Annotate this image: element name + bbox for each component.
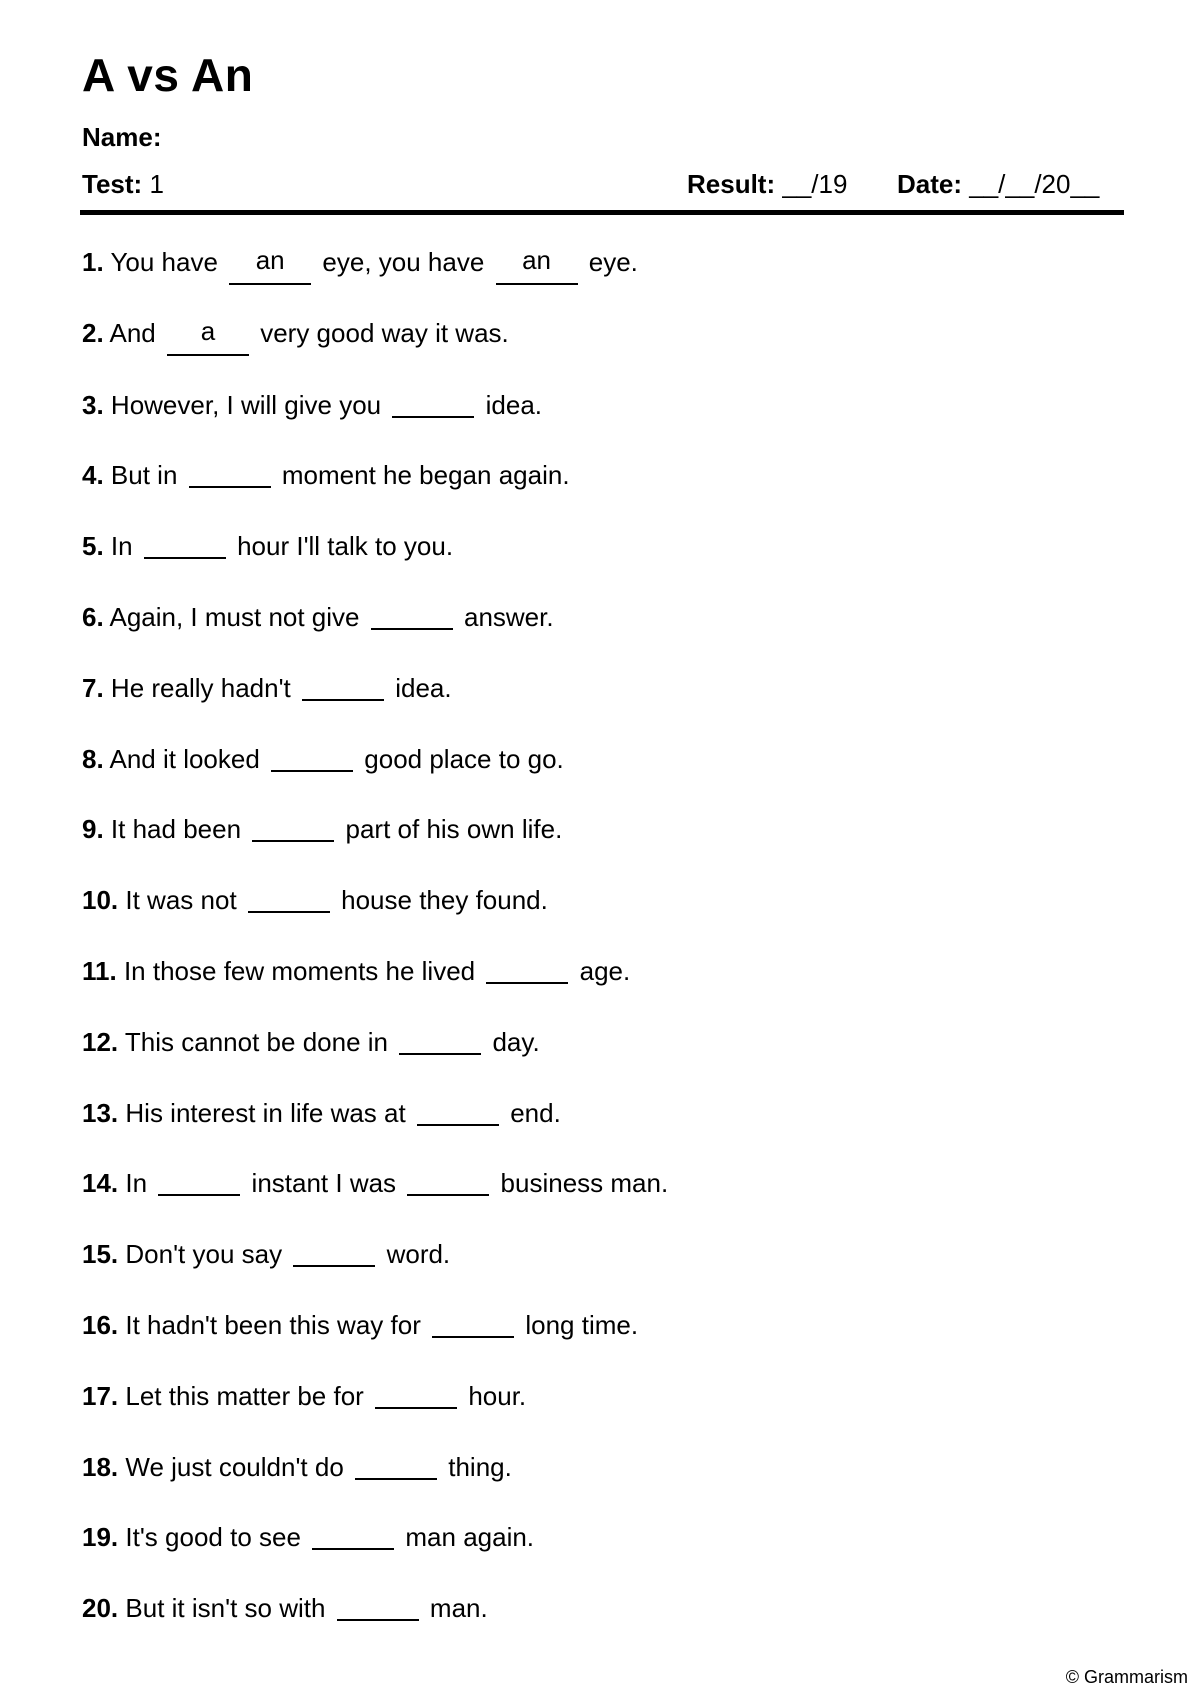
- answer-blank[interactable]: [144, 529, 226, 559]
- question-number: 7.: [82, 672, 104, 703]
- name-label: Name:: [82, 122, 162, 152]
- result-score: __/19: [782, 169, 848, 199]
- question-number: 16.: [82, 1309, 119, 1340]
- question-text: word.: [386, 1239, 451, 1270]
- answer-blank[interactable]: [496, 245, 578, 285]
- answer-blank[interactable]: [252, 812, 334, 842]
- question-text: He really hadn't: [110, 672, 291, 703]
- question-text: And it looked: [109, 743, 260, 774]
- test-info: [82, 171, 164, 197]
- question-item: [82, 1025, 1122, 1096]
- question-text: idea.: [395, 672, 452, 703]
- question-text: man.: [429, 1593, 488, 1624]
- question-text: man again.: [405, 1522, 535, 1553]
- question-item: [82, 458, 1122, 529]
- question-text: In those few moments he lived: [123, 955, 476, 986]
- question-number: 18.: [82, 1451, 119, 1482]
- question-item: [82, 954, 1122, 1025]
- worksheet-title: A vs An: [82, 49, 254, 101]
- result-info: [687, 171, 847, 197]
- question-text: It had been: [110, 814, 242, 845]
- answer-blank[interactable]: [486, 954, 568, 984]
- question-item: [82, 1308, 1122, 1379]
- question-item: [82, 883, 1122, 954]
- question-text: His interest in life was at: [125, 1097, 406, 1128]
- question-number: 15.: [82, 1239, 119, 1270]
- answer-blank[interactable]: [392, 388, 474, 418]
- question-text: We just couldn't do: [125, 1451, 344, 1482]
- answer-blank[interactable]: [248, 883, 330, 913]
- question-text: idea.: [485, 389, 543, 420]
- result-label: Result:: [687, 169, 776, 199]
- answer-text: an: [522, 245, 551, 275]
- question-item: [82, 671, 1122, 742]
- question-text: end.: [510, 1097, 561, 1128]
- answer-blank[interactable]: [407, 1166, 489, 1196]
- question-number: 8.: [82, 743, 104, 774]
- answer-blank[interactable]: [371, 600, 453, 630]
- question-number: 14.: [82, 1168, 119, 1199]
- question-text: age.: [579, 955, 631, 986]
- question-text: But it isn't so with: [125, 1593, 326, 1624]
- answer-blank[interactable]: [158, 1166, 240, 1196]
- question-item: [82, 1591, 1122, 1662]
- question-text: good place to go.: [364, 743, 564, 774]
- question-number: 10.: [82, 885, 119, 916]
- answer-blank[interactable]: [229, 245, 311, 285]
- question-text: long time.: [525, 1309, 639, 1340]
- test-label: Test:: [82, 169, 143, 199]
- question-number: 3.: [82, 389, 104, 420]
- answer-blank[interactable]: [375, 1379, 457, 1409]
- question-text: This cannot be done in: [124, 1026, 388, 1057]
- answer-blank[interactable]: [417, 1096, 499, 1126]
- question-number: 2.: [82, 317, 104, 348]
- question-number: 12.: [82, 1026, 119, 1057]
- name-field: [82, 124, 161, 150]
- question-item: [82, 1237, 1122, 1308]
- date-value: __/__/20__: [969, 169, 1100, 199]
- question-text: Again, I must not give: [109, 601, 360, 632]
- answer-blank[interactable]: [399, 1025, 481, 1055]
- question-text: very good way it was.: [260, 317, 509, 348]
- question-text: It hadn't been this way for: [125, 1309, 421, 1340]
- question-text: You have: [110, 247, 218, 277]
- answer-blank[interactable]: [355, 1450, 437, 1480]
- question-text: It's good to see: [125, 1522, 301, 1553]
- answer-text: a: [200, 315, 216, 346]
- answer-blank[interactable]: [189, 458, 271, 488]
- question-item: [82, 1166, 1122, 1237]
- question-text: It was not: [125, 885, 237, 916]
- question-list: [82, 246, 1122, 1662]
- question-text: instant I was: [251, 1168, 397, 1199]
- answer-blank[interactable]: [337, 1591, 419, 1621]
- question-item: [82, 1450, 1122, 1521]
- question-text: house they found.: [341, 885, 548, 916]
- question-number: 20.: [82, 1593, 119, 1624]
- header-divider: [80, 210, 1124, 215]
- question-text: business man.: [500, 1168, 669, 1199]
- question-item: [82, 1520, 1122, 1591]
- question-text: thing.: [448, 1451, 512, 1482]
- question-item: [82, 246, 1122, 317]
- question-text: However, I will give you: [110, 389, 382, 420]
- question-item: [82, 600, 1122, 671]
- question-item: [82, 317, 1122, 388]
- question-text: In: [110, 531, 133, 562]
- question-text: hour I'll talk to you.: [237, 531, 454, 562]
- answer-blank[interactable]: [271, 742, 353, 772]
- question-item: [82, 812, 1122, 883]
- question-number: 11.: [82, 955, 117, 986]
- date-label: Date:: [897, 169, 963, 199]
- test-number: 1: [149, 169, 164, 199]
- question-text: day.: [492, 1026, 540, 1057]
- question-number: 13.: [82, 1097, 119, 1128]
- question-number: 1.: [82, 247, 104, 277]
- question-number: 4.: [82, 460, 104, 491]
- question-number: 5.: [82, 531, 104, 562]
- question-text: Don't you say: [125, 1239, 283, 1270]
- question-text: In: [125, 1168, 148, 1199]
- question-text: Let this matter be for: [125, 1380, 364, 1411]
- answer-blank[interactable]: [167, 315, 249, 356]
- question-item: [82, 388, 1122, 459]
- question-item: [82, 529, 1122, 600]
- question-text: eye.: [588, 247, 638, 277]
- answer-text: an: [255, 245, 285, 275]
- date-info: [897, 171, 1099, 197]
- question-number: 19.: [82, 1522, 119, 1553]
- question-number: 9.: [82, 814, 104, 845]
- worksheet-meta: [82, 171, 1122, 201]
- question-text: part of his own life.: [345, 814, 563, 845]
- question-item: [82, 742, 1122, 813]
- answer-blank[interactable]: [302, 671, 384, 701]
- answer-blank[interactable]: [293, 1237, 375, 1267]
- question-text: And: [109, 317, 156, 348]
- question-text: But in: [110, 460, 178, 491]
- answer-blank[interactable]: [312, 1520, 394, 1550]
- question-item: [82, 1096, 1122, 1167]
- answer-blank[interactable]: [432, 1308, 514, 1338]
- question-item: [82, 1379, 1122, 1450]
- question-number: 17.: [82, 1380, 119, 1411]
- question-text: eye, you have: [322, 247, 485, 277]
- question-text: answer.: [463, 601, 554, 632]
- question-number: 6.: [82, 601, 104, 632]
- question-text: moment he began again.: [281, 460, 570, 491]
- question-text: hour.: [468, 1380, 527, 1411]
- copyright-footer: © Grammarism: [1065, 1667, 1188, 1687]
